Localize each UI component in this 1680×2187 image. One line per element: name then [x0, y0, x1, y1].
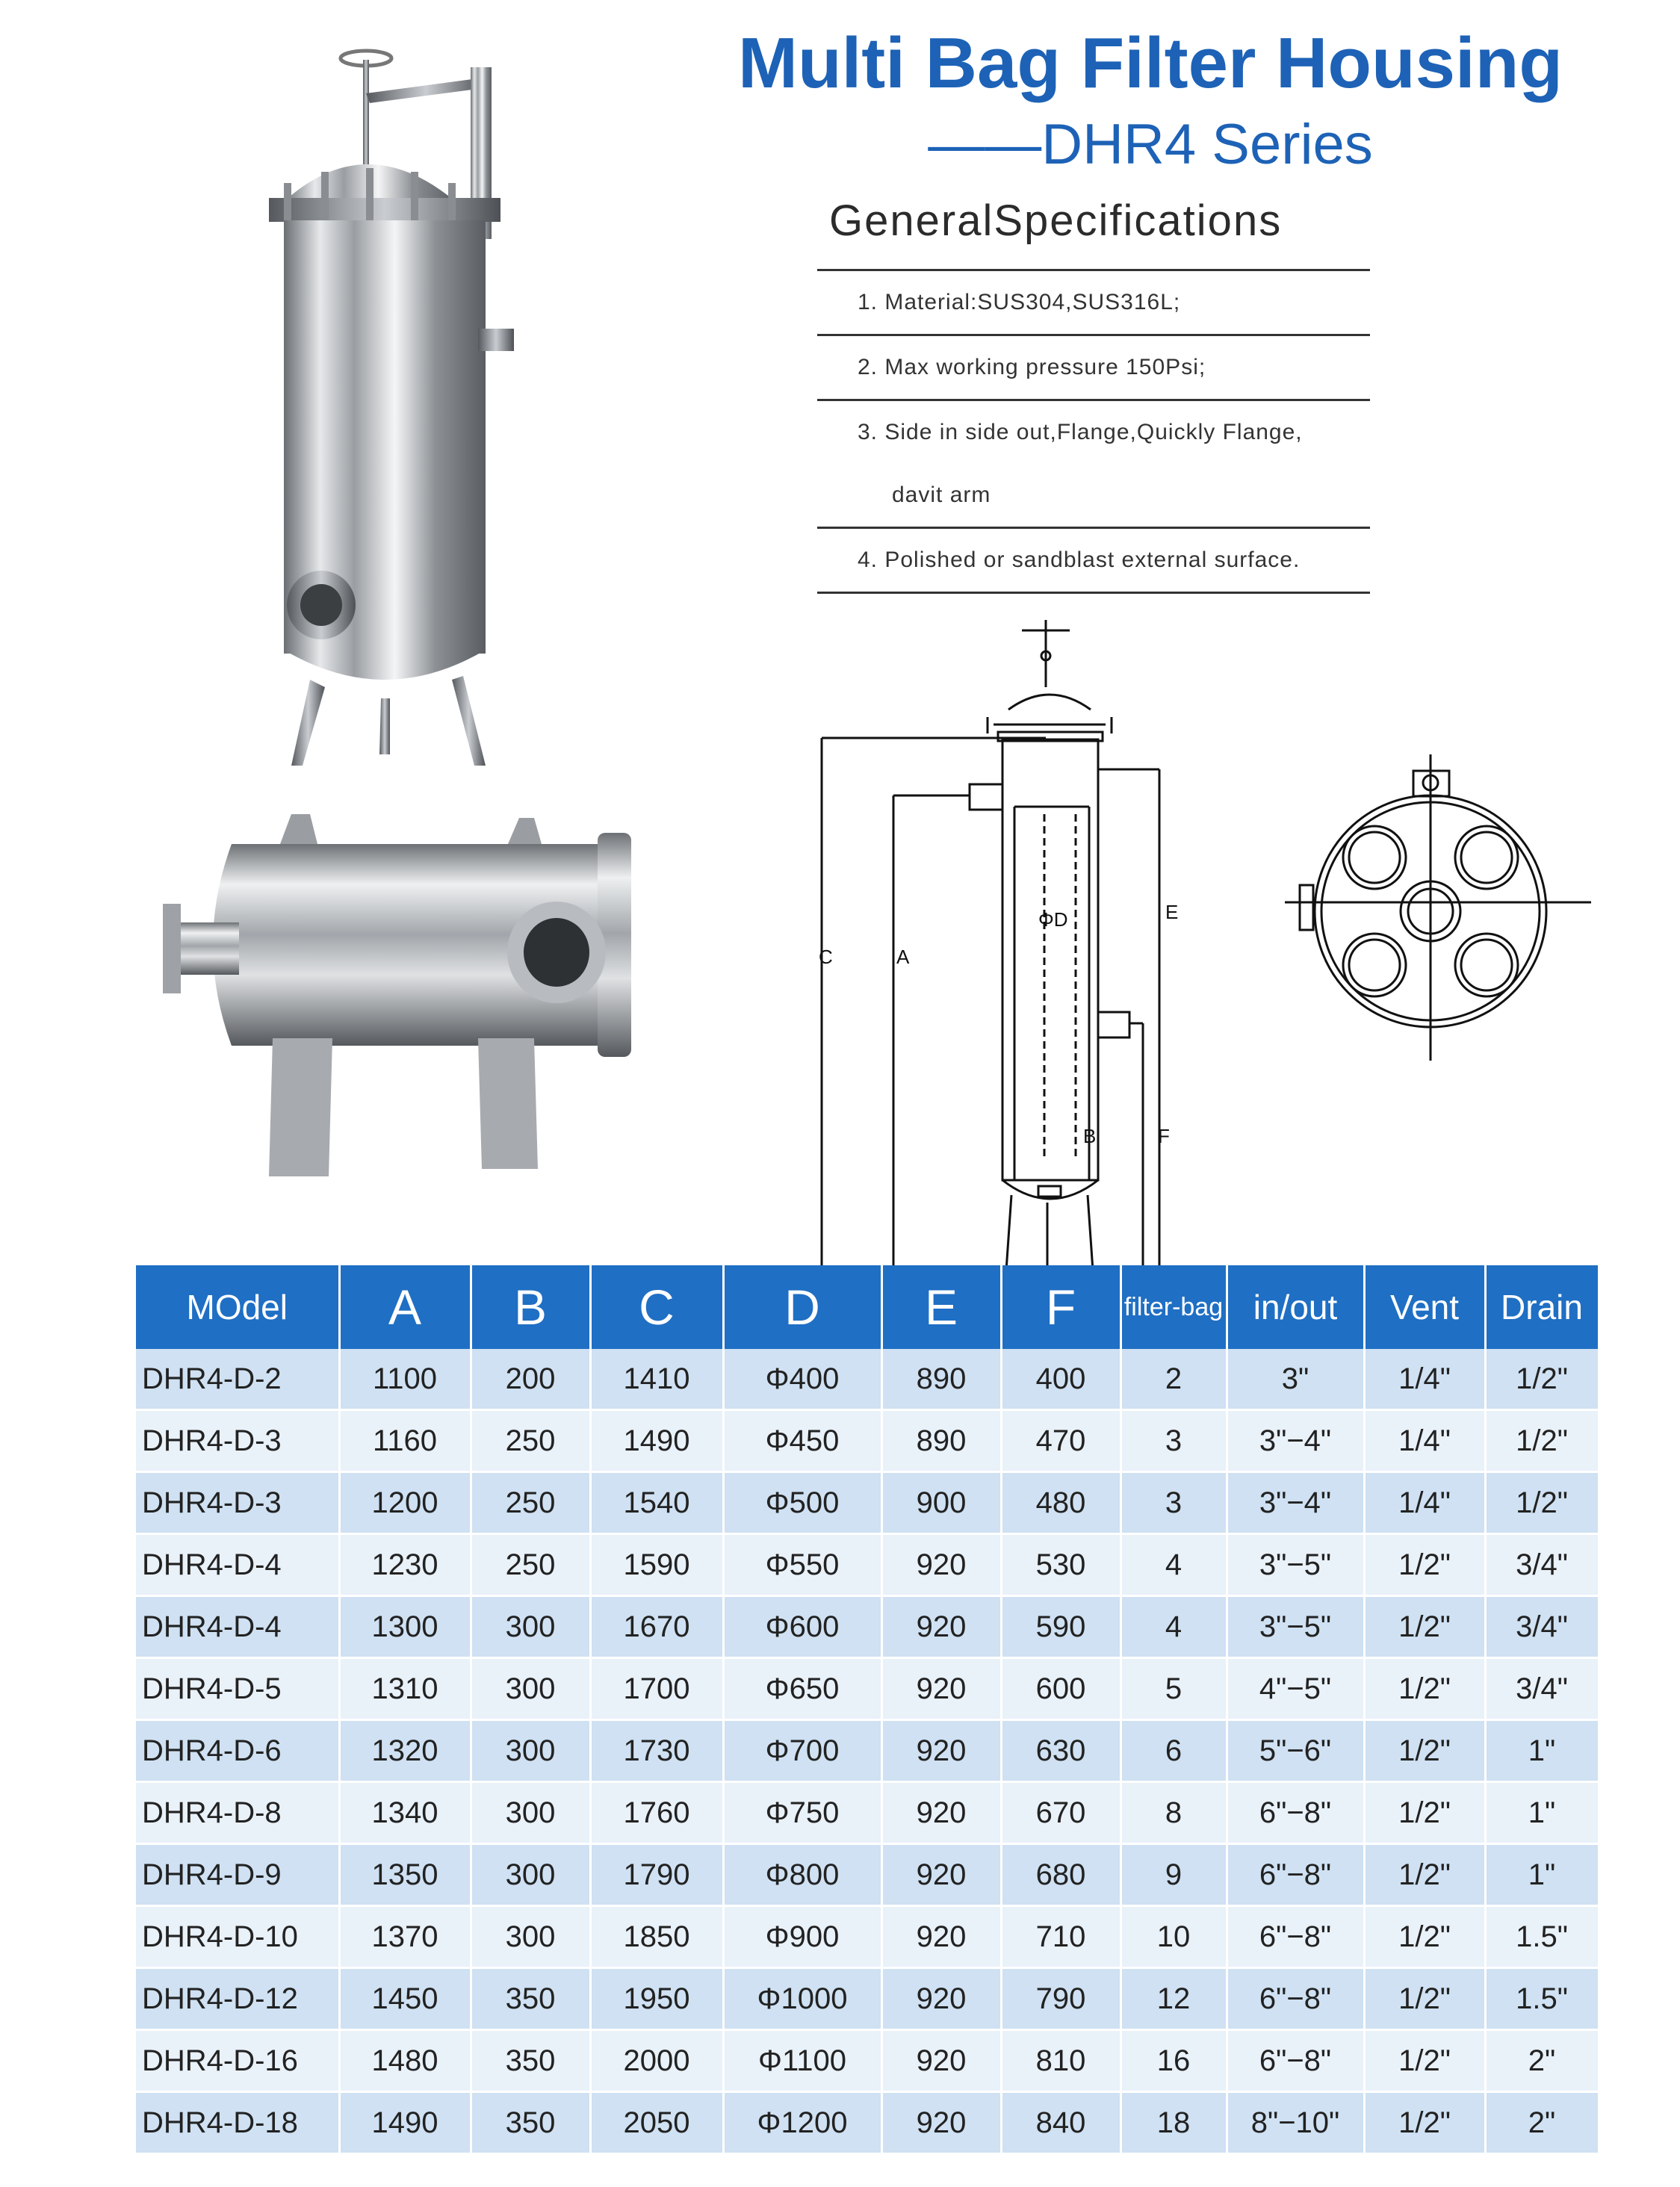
- table-cell: 5: [1120, 1658, 1227, 1720]
- table-cell: 810: [1001, 2030, 1120, 2092]
- table-cell: Φ450: [723, 1410, 881, 1472]
- table-cell: 1410: [590, 1349, 723, 1410]
- table-cell: Φ1100: [723, 2030, 881, 2092]
- series-subtitle: ——DHR4 Series: [928, 113, 1373, 176]
- table-cell: Φ500: [723, 1472, 881, 1534]
- table-cell: 3: [1120, 1472, 1227, 1534]
- table-cell: 1320: [339, 1720, 471, 1782]
- table-cell: 1490: [590, 1410, 723, 1472]
- table-cell: 710: [1001, 1906, 1120, 1968]
- table-cell: 3"−4": [1227, 1472, 1364, 1534]
- spec-divider: [817, 592, 1370, 594]
- table-cell: 790: [1001, 1968, 1120, 2030]
- table-cell: 1340: [339, 1782, 471, 1844]
- table-cell: 3/4": [1485, 1658, 1599, 1720]
- table-cell: 6: [1120, 1720, 1227, 1782]
- table-cell: 300: [471, 1906, 590, 1968]
- col-header: Vent: [1364, 1265, 1485, 1349]
- table-cell: 10: [1120, 1906, 1227, 1968]
- table-cell: 3"−5": [1227, 1534, 1364, 1596]
- table-cell: 1/2": [1364, 1596, 1485, 1658]
- table-cell: 1200: [339, 1472, 471, 1534]
- table-cell: 1590: [590, 1534, 723, 1596]
- table-cell: 250: [471, 1472, 590, 1534]
- table-cell: 400: [1001, 1349, 1120, 1410]
- table-cell: 1670: [590, 1596, 723, 1658]
- table-row: [136, 1410, 1599, 1472]
- table-cell: 1790: [590, 1844, 723, 1906]
- table-cell: 8: [1120, 1782, 1227, 1844]
- col-header: B: [471, 1265, 590, 1349]
- table-cell: 6"−8": [1227, 1906, 1364, 1968]
- table-cell: 1/4": [1364, 1410, 1485, 1472]
- table-row: [136, 1349, 1599, 1410]
- model-cell: DHR4-D-6: [136, 1720, 339, 1782]
- table-row: [136, 1658, 1599, 1720]
- table-cell: 670: [1001, 1782, 1120, 1844]
- table-cell: 1540: [590, 1472, 723, 1534]
- table-cell: 200: [471, 1349, 590, 1410]
- table-row: [136, 1782, 1599, 1844]
- table-row: [136, 2030, 1599, 2092]
- table-cell: 6"−8": [1227, 1968, 1364, 2030]
- table-cell: 9: [1120, 1844, 1227, 1906]
- table-cell: 2000: [590, 2030, 723, 2092]
- table-cell: 3"−4": [1227, 1410, 1364, 1472]
- table-body: [136, 1349, 1599, 2154]
- table-cell: 590: [1001, 1596, 1120, 1658]
- table-cell: Φ1200: [723, 2092, 881, 2154]
- table-cell: 3/4": [1485, 1596, 1599, 1658]
- dim-label-c: C: [819, 946, 833, 968]
- table-cell: Φ700: [723, 1720, 881, 1782]
- col-header: Drain: [1485, 1265, 1599, 1349]
- table-cell: 1370: [339, 1906, 471, 1968]
- table-cell: 3/4": [1485, 1534, 1599, 1596]
- table-cell: 4"−5": [1227, 1658, 1364, 1720]
- table-cell: 1490: [339, 2092, 471, 2154]
- table-cell: 2": [1485, 2092, 1599, 2154]
- spec-item: 1. Material:SUS304,SUS316L;: [858, 290, 1181, 314]
- model-cell: DHR4-D-16: [136, 2030, 339, 2092]
- table-cell: 300: [471, 1596, 590, 1658]
- table-cell: 6"−8": [1227, 1844, 1364, 1906]
- table-cell: 1/2": [1364, 1844, 1485, 1906]
- col-header: MOdel: [136, 1265, 339, 1349]
- table-cell: 1760: [590, 1782, 723, 1844]
- table-cell: Φ400: [723, 1349, 881, 1410]
- table-row: [136, 1844, 1599, 1906]
- table-cell: 1160: [339, 1410, 471, 1472]
- model-cell: DHR4-D-2: [136, 1349, 339, 1410]
- col-header: C: [590, 1265, 723, 1349]
- table-cell: Φ800: [723, 1844, 881, 1906]
- table-cell: 6"−8": [1227, 2030, 1364, 2092]
- table-cell: Φ650: [723, 1658, 881, 1720]
- table-cell: 6"−8": [1227, 1782, 1364, 1844]
- table-cell: 1950: [590, 1968, 723, 2030]
- model-cell: DHR4-D-9: [136, 1844, 339, 1906]
- table-cell: 1/2": [1364, 1720, 1485, 1782]
- table-cell: 1310: [339, 1658, 471, 1720]
- table-cell: 840: [1001, 2092, 1120, 2154]
- table-cell: 350: [471, 2092, 590, 2154]
- spec-item-line: 3. Side in side out,Flange,Quickly Flange,: [858, 420, 1303, 444]
- table-cell: 16: [1120, 2030, 1227, 2092]
- table-cell: 1730: [590, 1720, 723, 1782]
- table-cell: 1/2": [1364, 1534, 1485, 1596]
- table-cell: 300: [471, 1658, 590, 1720]
- table-row: [136, 1720, 1599, 1782]
- table-cell: 8"−10": [1227, 2092, 1364, 2154]
- spec-table: [136, 1265, 1600, 2155]
- table-cell: 2050: [590, 2092, 723, 2154]
- dim-label-b: B: [1083, 1125, 1097, 1147]
- model-cell: DHR4-D-4: [136, 1596, 339, 1658]
- table-cell: 3"−5": [1227, 1596, 1364, 1658]
- dim-label-e: E: [1165, 901, 1179, 923]
- dim-label-d: ΦD: [1038, 908, 1068, 931]
- model-cell: DHR4-D-5: [136, 1658, 339, 1720]
- table-row: [136, 1596, 1599, 1658]
- model-cell: DHR4-D-4: [136, 1534, 339, 1596]
- table-row: [136, 1534, 1599, 1596]
- model-cell: DHR4-D-12: [136, 1968, 339, 2030]
- table-cell: 1": [1485, 1782, 1599, 1844]
- table-row: [136, 2092, 1599, 2154]
- table-cell: 300: [471, 1844, 590, 1906]
- table-cell: 1480: [339, 2030, 471, 2092]
- col-header: filter-bag: [1120, 1265, 1227, 1349]
- table-cell: 1.5": [1485, 1968, 1599, 2030]
- table-cell: 4: [1120, 1534, 1227, 1596]
- table-cell: 1230: [339, 1534, 471, 1596]
- col-header: F: [1001, 1265, 1120, 1349]
- table-cell: 1450: [339, 1968, 471, 2030]
- table-cell: 920: [881, 1782, 1001, 1844]
- table-cell: 920: [881, 1658, 1001, 1720]
- table-cell: 1": [1485, 1844, 1599, 1906]
- table-cell: 1/2": [1364, 2092, 1485, 2154]
- table-cell: 1100: [339, 1349, 471, 1410]
- spec-item: [817, 401, 1370, 527]
- table-cell: 1/2": [1485, 1410, 1599, 1472]
- table-cell: 480: [1001, 1472, 1120, 1534]
- table-cell: 1.5": [1485, 1906, 1599, 1968]
- table-cell: 5"−6": [1227, 1720, 1364, 1782]
- model-cell: DHR4-D-8: [136, 1782, 339, 1844]
- model-cell: DHR4-D-3: [136, 1472, 339, 1534]
- table-cell: 4: [1120, 1596, 1227, 1658]
- table-cell: 250: [471, 1534, 590, 1596]
- top-view-drawing: [1285, 754, 1599, 1068]
- table-cell: 1/2": [1364, 1782, 1485, 1844]
- table-cell: 1/4": [1364, 1349, 1485, 1410]
- table-cell: 1/2": [1364, 1658, 1485, 1720]
- table-cell: Φ550: [723, 1534, 881, 1596]
- table-cell: 920: [881, 1534, 1001, 1596]
- page-title: Multi Bag Filter Housing: [738, 23, 1563, 103]
- col-header: E: [881, 1265, 1001, 1349]
- table-cell: 630: [1001, 1720, 1120, 1782]
- col-header: A: [339, 1265, 471, 1349]
- table-cell: 530: [1001, 1534, 1120, 1596]
- table-cell: 1700: [590, 1658, 723, 1720]
- spec-heading: GeneralSpecifications: [829, 196, 1283, 245]
- model-cell: DHR4-D-3: [136, 1410, 339, 1472]
- table-cell: 920: [881, 2092, 1001, 2154]
- table-row: [136, 1472, 1599, 1534]
- table-cell: 1/2": [1485, 1349, 1599, 1410]
- table-cell: 920: [881, 1844, 1001, 1906]
- horizontal-housing-photo: [149, 799, 672, 1188]
- spec-item: 2. Max working pressure 150Psi;: [858, 355, 1206, 379]
- table-cell: 920: [881, 2030, 1001, 2092]
- table-cell: 2": [1485, 2030, 1599, 2092]
- dim-label-f: F: [1158, 1125, 1170, 1147]
- table-cell: 920: [881, 1968, 1001, 2030]
- table-cell: 600: [1001, 1658, 1120, 1720]
- table-cell: 12: [1120, 1968, 1227, 2030]
- table-cell: 1/2": [1485, 1472, 1599, 1534]
- table-cell: 1350: [339, 1844, 471, 1906]
- table-cell: 470: [1001, 1410, 1120, 1472]
- col-header: in/out: [1227, 1265, 1364, 1349]
- table-cell: Φ900: [723, 1906, 881, 1968]
- table-cell: 350: [471, 1968, 590, 2030]
- table-cell: Φ1000: [723, 1968, 881, 2030]
- table-cell: 890: [881, 1410, 1001, 1472]
- table-cell: 3": [1227, 1349, 1364, 1410]
- table-cell: 920: [881, 1596, 1001, 1658]
- table-cell: 1/2": [1364, 2030, 1485, 2092]
- table-cell: 300: [471, 1782, 590, 1844]
- spec-list: [817, 269, 1370, 594]
- table-cell: 1/2": [1364, 1906, 1485, 1968]
- table-cell: 1": [1485, 1720, 1599, 1782]
- table-cell: 2: [1120, 1349, 1227, 1410]
- table-cell: Φ750: [723, 1782, 881, 1844]
- table-cell: 1/2": [1364, 1968, 1485, 2030]
- table-cell: 1/4": [1364, 1472, 1485, 1534]
- table-cell: 920: [881, 1720, 1001, 1782]
- table-row: [136, 1968, 1599, 2030]
- spec-item: 4. Polished or sandblast external surface.: [858, 547, 1301, 572]
- table-cell: 920: [881, 1906, 1001, 1968]
- table-cell: 250: [471, 1410, 590, 1472]
- table-cell: 300: [471, 1720, 590, 1782]
- table-cell: 680: [1001, 1844, 1120, 1906]
- table-cell: 1850: [590, 1906, 723, 1968]
- table-cell: 890: [881, 1349, 1001, 1410]
- table-cell: 3: [1120, 1410, 1227, 1472]
- dim-label-a: A: [896, 946, 910, 968]
- model-cell: DHR4-D-10: [136, 1906, 339, 1968]
- vertical-housing-photo: [254, 37, 538, 777]
- col-header: D: [723, 1265, 881, 1349]
- table-cell: 350: [471, 2030, 590, 2092]
- table-header-row: [136, 1265, 1599, 1349]
- model-cell: DHR4-D-18: [136, 2092, 339, 2154]
- spec-item-line: davit arm: [892, 483, 991, 507]
- table-cell: 1300: [339, 1596, 471, 1658]
- side-view-drawing: [819, 605, 1240, 1210]
- table-row: [136, 1906, 1599, 1968]
- table-cell: Φ600: [723, 1596, 881, 1658]
- table-cell: 18: [1120, 2092, 1227, 2154]
- table-cell: 900: [881, 1472, 1001, 1534]
